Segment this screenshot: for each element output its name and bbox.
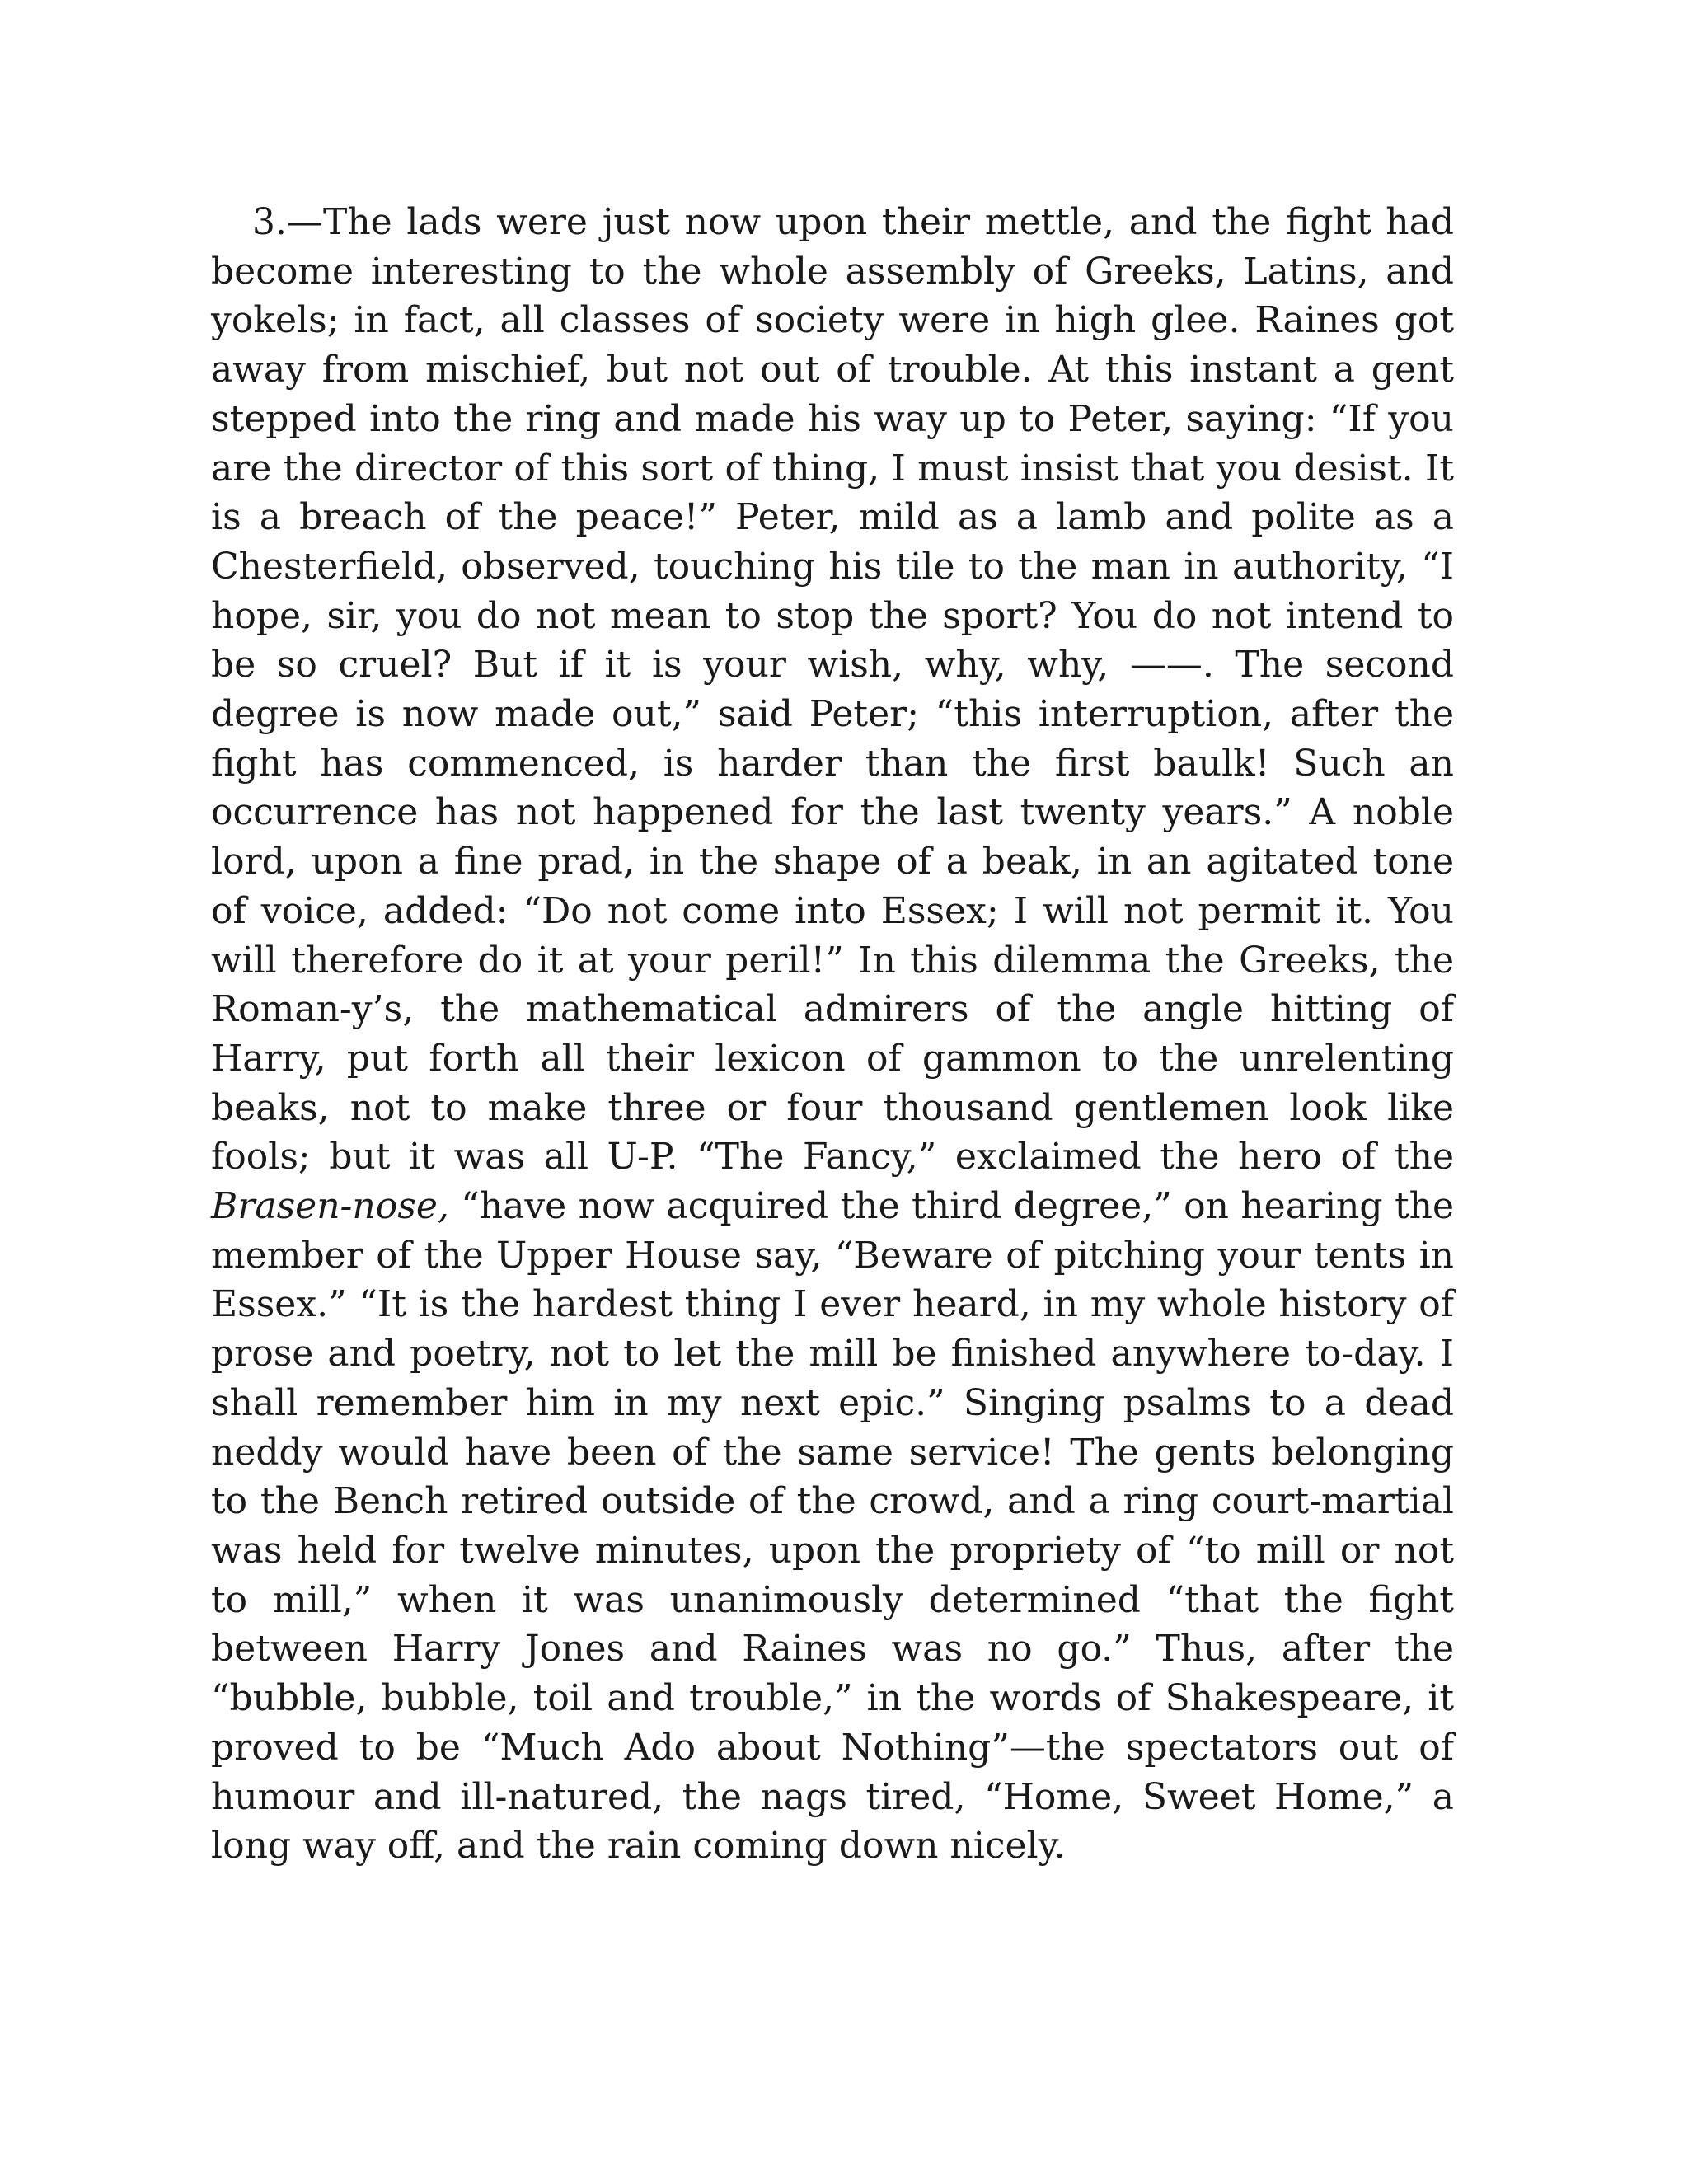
paragraph-text-start: 3.—The lads were just now upon their mettle, and the fight had become interesting to the whole assembly of Greeks, Latins, and yokels; in fact, all classes of society were in high glee. Raines got away from mischief, but not out of trouble. At this instant a gent stepped into the ring and made his way up to Peter, saying: “If you are the director of this sort of thing, I must insist that you desist. It is a breach of the peace!” Peter, mild as a lamb and polite as a Chesterfield, observed, touching his tile to the man in authority, “I hope, sir, you do not mean to stop the sport? You do not intend to be so cruel? But if it is your wish, why, why, ——. The second degree is now made out,” said Peter; “this interruption, after the fight has commenced, is harder than the first baulk! Such an occurrence has not happened for the last twenty years.” A noble lord, upon a fine prad, in the shape of a beak, in an agitated tone of voice, added: “Do not come into Essex; I will not permit it. You will therefore do it at your peril!” In this dilemma the Greeks, the Roman-y’s, the mathematical admirers of the angle hitting of Harry, put forth all their lexicon of gammon to the unrelenting beaks, not to make three or four thousand gentlemen look like fools; but it was all U-P. “The Fancy,” exclaimed the hero of the <box>211 201 1454 1179</box>
body-paragraph <box>211 198 1454 1871</box>
italic-title: Brasen-nose, <box>211 1185 449 1228</box>
paragraph-text-end: “have now acquired the third degree,” on hearing the member of the Upper House say, “Beware of pitching your tents in Essex.” “It is the hardest thing I ever heard, in my whole history of prose and poetry, not to let the mill be finished anywhere to-day. I shall remember him in my next epic.” Singing psalms to a dead neddy would have been of the same service! The gents belonging to the Bench retired outside of the crowd, and a ring court-martial was held for twelve minutes, upon the propriety of “to mill or not to mill,” when it was unanimously determined “that the fight between Harry Jones and Raines was no go.” Thus, after the “bubble, bubble, toil and trouble,” in the words of Shakespeare, it proved to be “Much Ado about Nothing”—the spectators out of humour and ill-natured, the nags tired, “Home, Sweet Home,” a long way off, and the rain coming down nicely. <box>211 1185 1454 1868</box>
